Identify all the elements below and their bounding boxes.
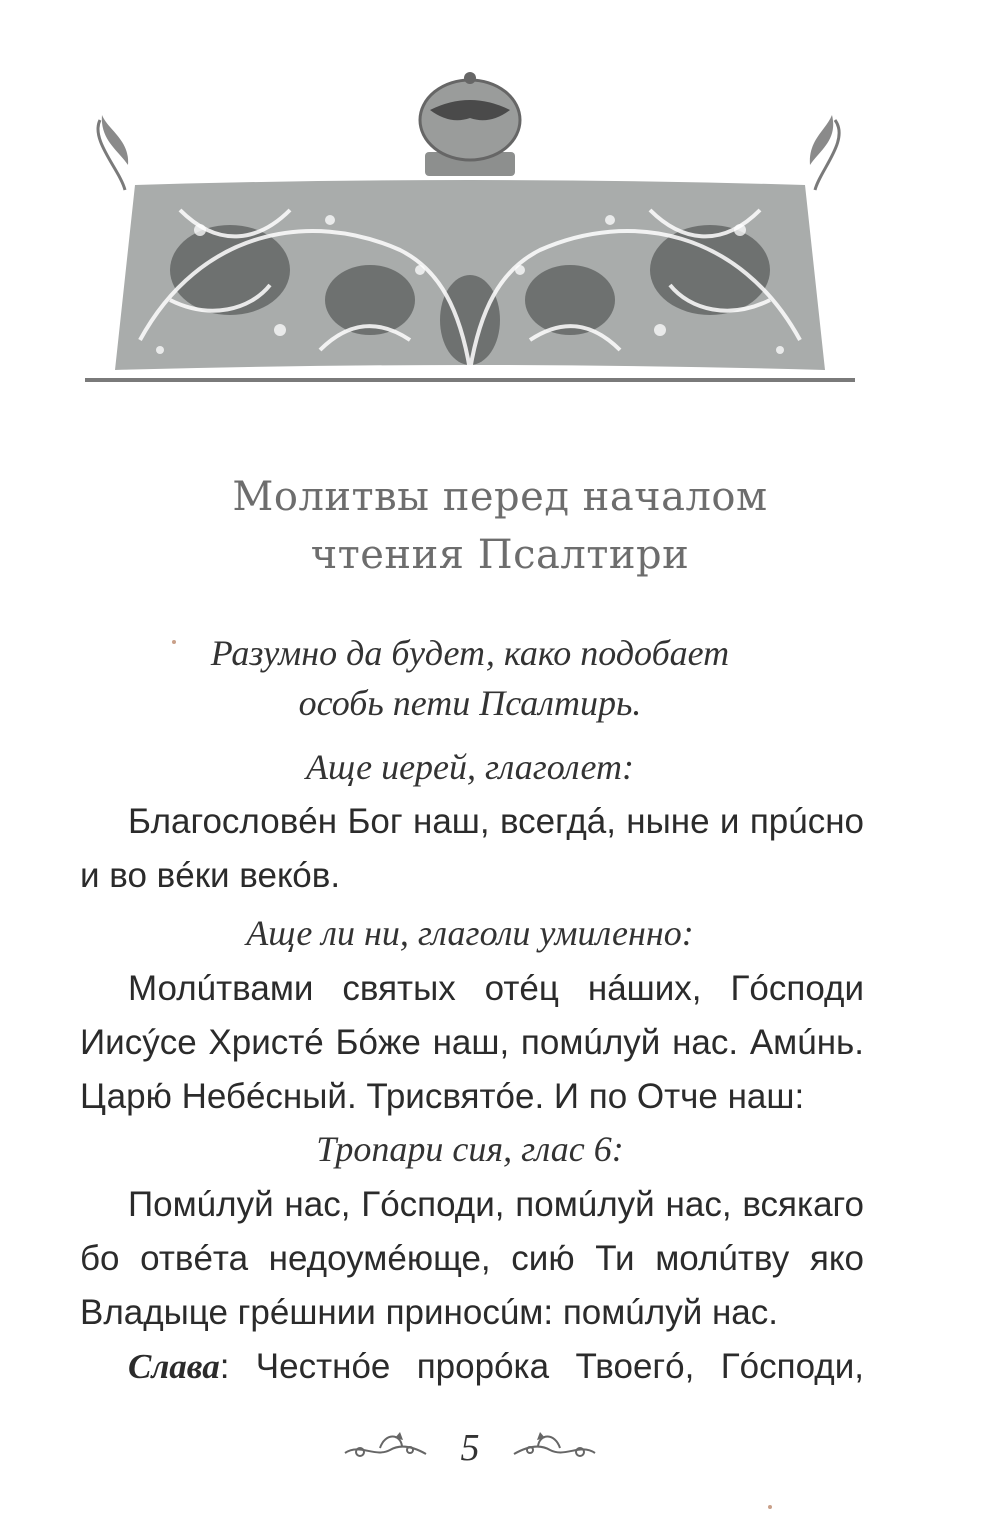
prayer-line-1: Молúтвами святых отéц нáших, Гóсподи	[128, 969, 864, 1008]
ornamental-headpiece	[80, 70, 860, 390]
prayer-line-3: Царю́ Небéсный. Трисвятóе. И по Отче наш:	[80, 1077, 805, 1116]
glory-text: : Честнóе прорóка Твоегó, Гóсподи,	[219, 1347, 864, 1386]
glory-label: Слава	[128, 1347, 220, 1386]
rubric-troparia	[0, 1124, 940, 1174]
left-flourish-ornament	[340, 1428, 430, 1468]
page-footer	[0, 1420, 1000, 1480]
rubric-intro-line-1: Разумно да будет, како подобает	[210, 633, 730, 673]
blessing-line-2: и во вéки векóв.	[80, 856, 341, 895]
rubric-lay-text: Аще ли ни, глаголи умиленно:	[246, 913, 694, 953]
prayer-paragraph	[80, 962, 864, 1124]
blessing-paragraph	[80, 795, 864, 903]
glory-line	[80, 1340, 864, 1394]
glory-paragraph	[80, 1340, 864, 1394]
title-line-1: Молитвы перед началом	[232, 474, 768, 520]
troparion-line-2: бо отвéта недоумéюще, сию́ Ти молúтву яко	[80, 1239, 864, 1278]
rubric-priest-text: Аще иерей, глаголет:	[306, 747, 634, 787]
rubric-intro	[0, 628, 940, 728]
page-title	[0, 468, 1000, 584]
troparion-line-3: Владыце грéшнии приносúм: помúлуй нас.	[80, 1293, 778, 1332]
troparion-line-1: Помúлуй нас, Гóсподи, помúлуй нас, всякаго	[128, 1185, 864, 1224]
rubric-troparia-text: Тропари сия, глас 6:	[316, 1129, 624, 1169]
troparion-paragraph	[80, 1178, 864, 1340]
ink-speck-bottom	[768, 1505, 772, 1509]
prayer-line-2: Иисýсе Христé Бóже наш, помúлуй нас. Амúнь.	[80, 1023, 864, 1062]
page-number: 5	[460, 1427, 480, 1469]
rubric-lay	[0, 908, 940, 958]
rubric-intro-line-2: особь пети Псалтирь.	[298, 683, 642, 723]
right-flourish-ornament	[510, 1428, 600, 1468]
rubric-priest	[0, 742, 940, 792]
title-line-2: чтения Псалтири	[310, 532, 690, 578]
blessing-line-1: Благословéн Бог наш, всегдá, нынe и прúсно	[128, 802, 864, 841]
